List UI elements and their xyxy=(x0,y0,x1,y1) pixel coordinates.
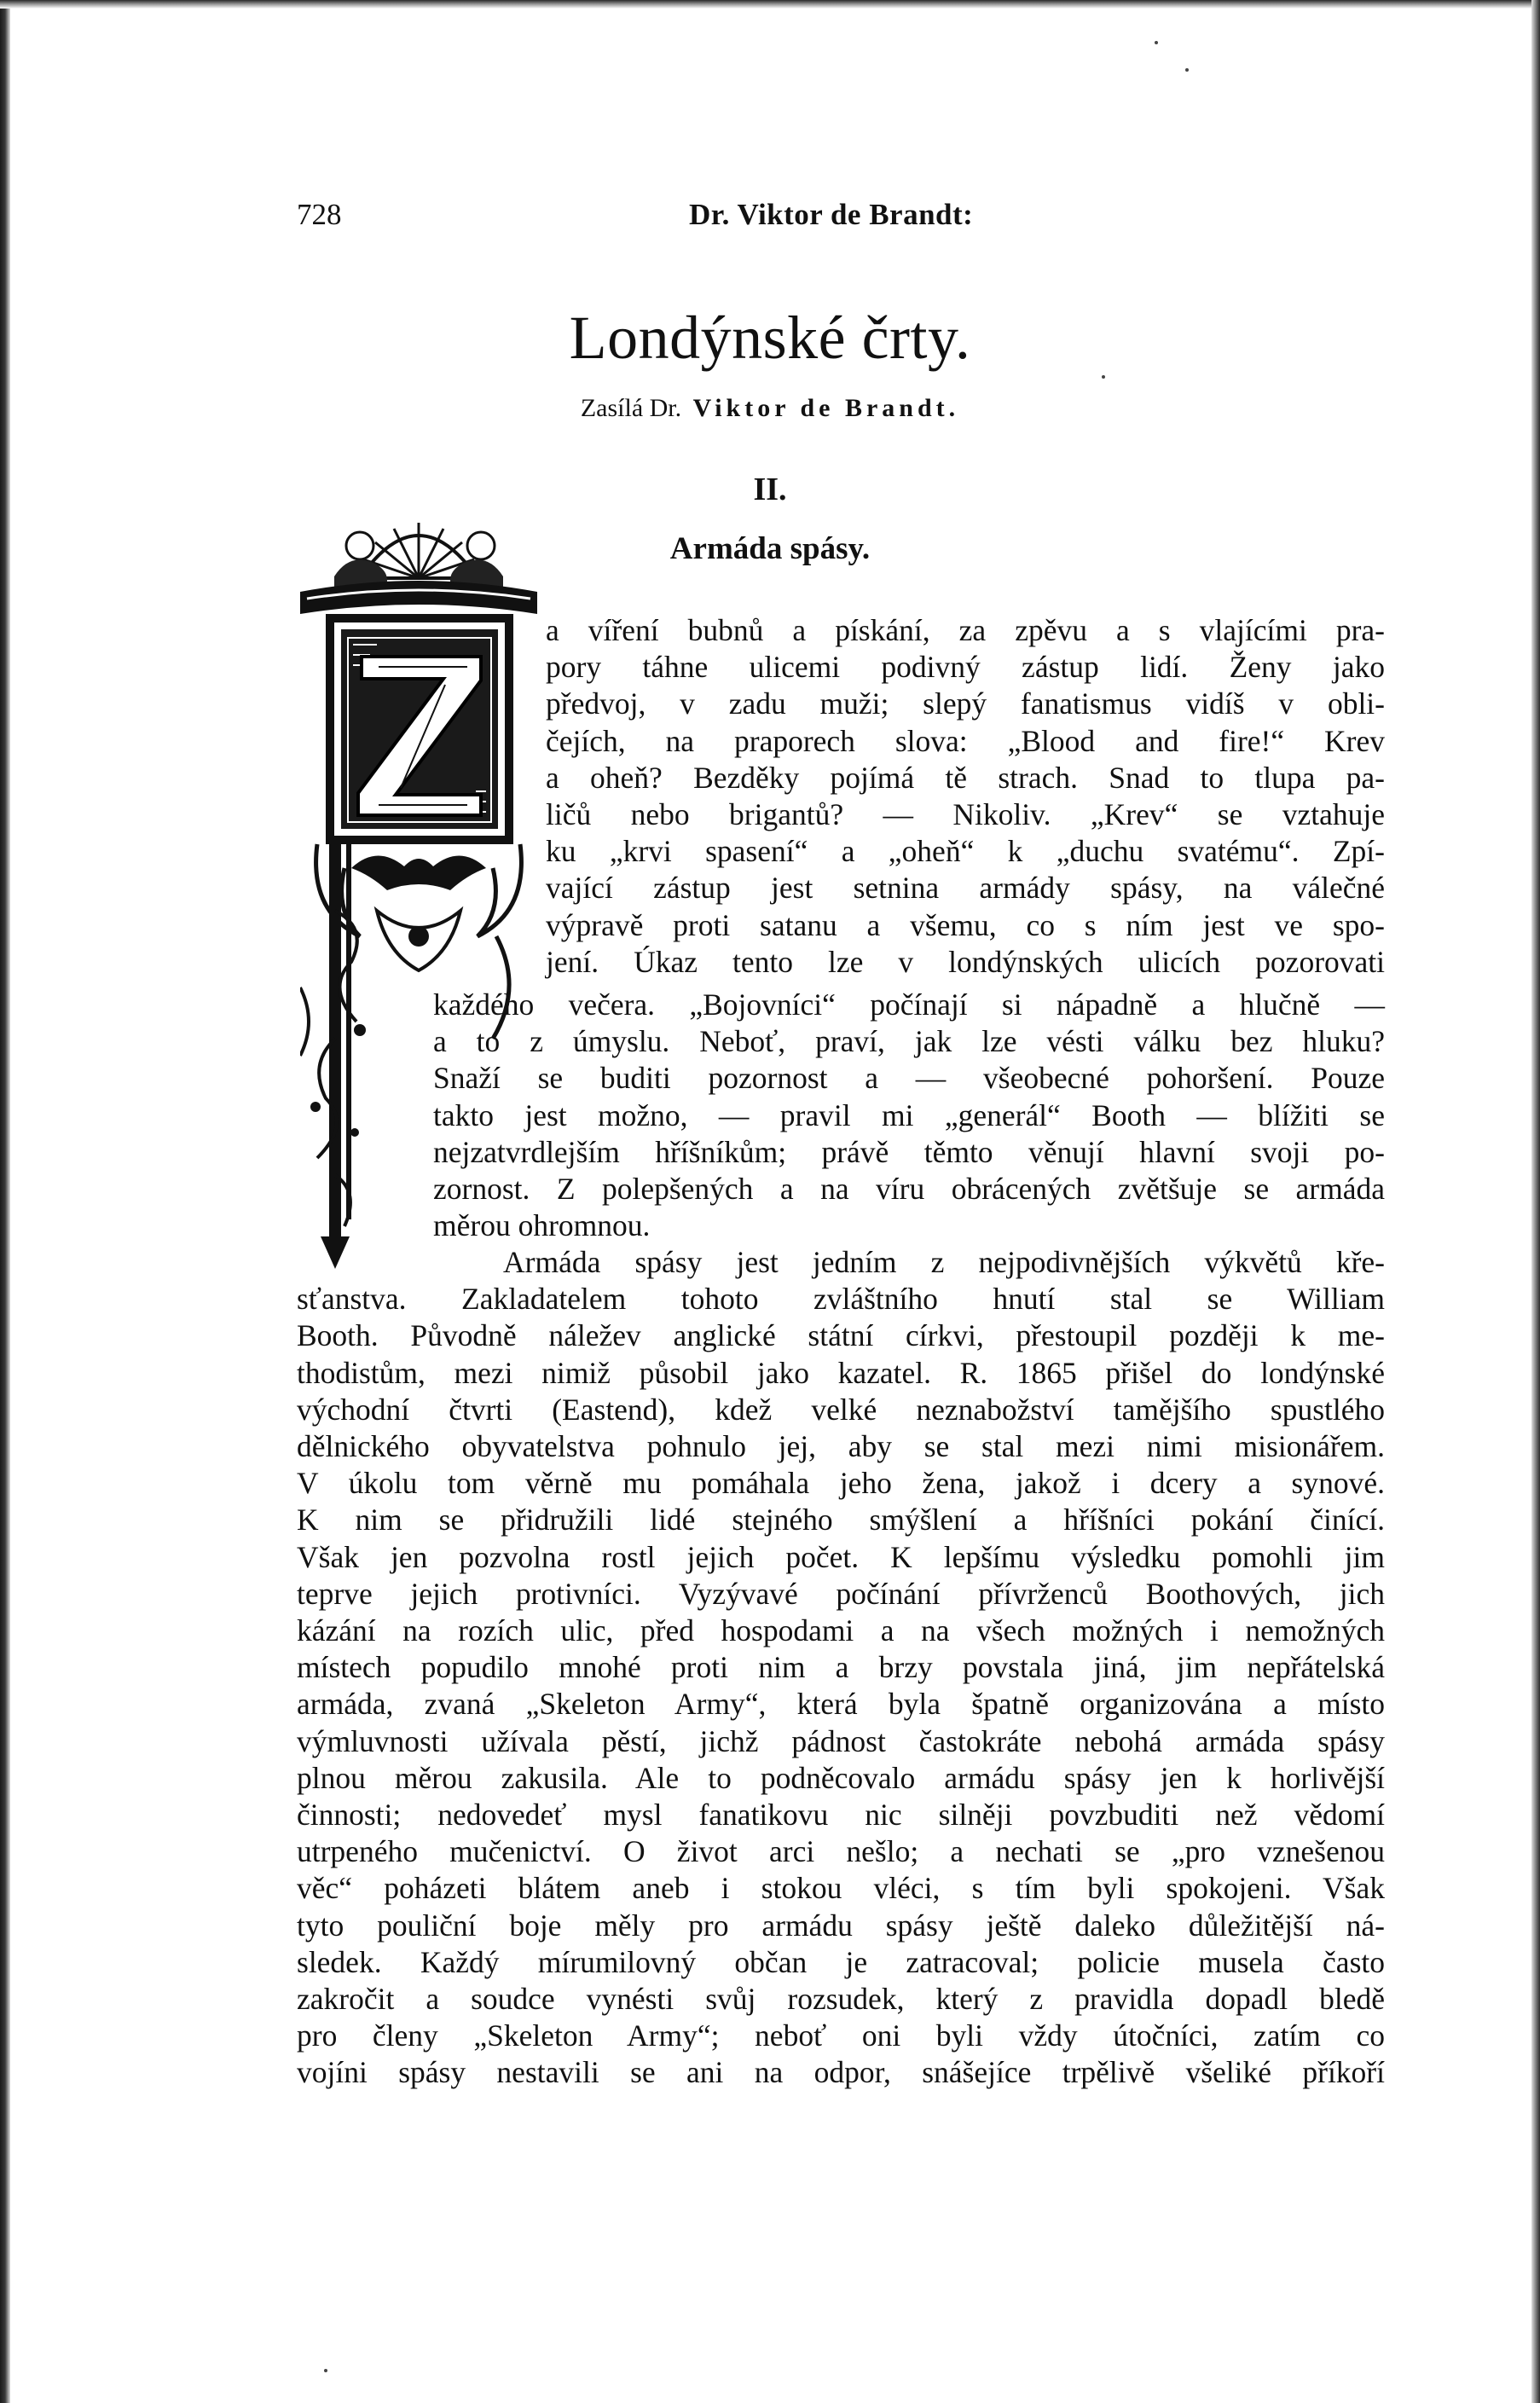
byline-author: Viktor de Brandt. xyxy=(692,394,960,422)
text-line: teprve jejich protivníci. Vyzývavé počínání přívrženců Boothových, jich xyxy=(297,1576,1385,1611)
text-line: utrpeného mučenictví. O život arci nešlo; a nechati se „pro vznešenou xyxy=(297,1834,1385,1869)
print-speck xyxy=(324,2369,327,2372)
text-line: a víření bubnů a pískání, za zpěvu a s vlajícími pra- xyxy=(546,613,1385,647)
text-line: a to z úmyslu. Neboť, praví, jak lze vésti válku bez hluku? xyxy=(433,1024,1385,1059)
paragraph-first-line: Armáda spásy jest jedním z nejpodivnějších výkvětů kře- xyxy=(503,1245,1385,1279)
page-edge-top xyxy=(0,0,1540,9)
body-text-beside-column xyxy=(433,987,1385,1244)
text-line: takto jest možno, — pravil mi „generál“ Booth — blížiti se xyxy=(433,1097,1385,1132)
text-line: zornost. Z polepšených a na víru obrácených zvětšuje se armáda xyxy=(433,1172,1385,1207)
text-line: místech popudilo mnohé proti nim a brzy povstala jiná, jim nepřátelská xyxy=(297,1650,1385,1685)
body-text-wrapped xyxy=(546,612,1385,981)
text-line: Booth. Původně náležev anglické státní církvi, přestoupil později k me- xyxy=(297,1318,1385,1353)
section-title: Armáda spásy. xyxy=(669,531,871,566)
byline xyxy=(0,394,1540,423)
text-line: vojíni spásy nestavili se ani na odpor, snášejíce trpělivě všeliké příkoří xyxy=(297,2055,1385,2090)
text-line: Však jen pozvolna rostl jejich počet. K lepšímu výsledku pomohli jim xyxy=(297,1539,1385,1574)
body-text-full-width xyxy=(297,1244,1385,2092)
text-line: výmluvnosti užívala pěstí, jichž pádnost častokráte nebohá armáda spásy xyxy=(297,1723,1385,1758)
print-speck xyxy=(1155,41,1158,44)
text-line: tyto pouliční boje měly pro armádu spásy ještě daleko důležitější ná- xyxy=(297,1908,1385,1943)
text-line: činnosti; nedovedeť mysl fanatikovu nic silněji povzbuditi než vědomí xyxy=(297,1798,1385,1833)
text-line: východní čtvrti (Eastend), kdež velké neznabožství tamějšího spustlého xyxy=(297,1392,1385,1427)
text-line: zakročit a soudce vynésti svůj rozsudek, který z pravidla dopadl bledě xyxy=(297,1982,1385,2017)
text-line: předvoj, v zadu muži; slepý fanatismus vidíš v obli- xyxy=(546,686,1385,721)
running-head xyxy=(297,198,1385,239)
initial-column-ornament xyxy=(300,844,366,1269)
text-line: měrou ohromnou. xyxy=(433,1208,651,1243)
text-line: V úkolu tom věrně mu pomáhala jeho žena, jakož i dcery a synové. xyxy=(297,1466,1385,1501)
text-line: dělnického obyvatelstva pohnulo jej, aby se stal mezi nimi misionářem. xyxy=(297,1429,1385,1464)
text-line: thodistům, mezi nimiž působil jako kazatel. R. 1865 přišel do londýnské xyxy=(297,1355,1385,1390)
text-line: čejích, na praporech slova: „Blood and fire!“ Krev xyxy=(546,723,1385,758)
text-line: sťanstva. Zakladatelem tohoto zvláštního hnutí stal se William xyxy=(297,1282,1385,1317)
text-line: vající zástup jest setnina armády spásy, na válečné xyxy=(546,871,1385,906)
text-line: pro členy „Skeleton Army“; neboť oni byli vždy útočníci, zatím co xyxy=(297,2018,1385,2053)
initial-crown-ornament xyxy=(300,523,537,614)
text-line: jení. Úkaz tento lze v londýnských ulicích pozorovati xyxy=(546,944,1385,979)
text-line: každého večera. „Bojovníci“ počínají si nápadně a hlučně — xyxy=(433,987,1385,1022)
text-line: a oheň? Bezděky pojímá tě strach. Snad to tlupa pa- xyxy=(546,760,1385,795)
text-line: věc“ poházeti blátem aneb i stokou vléci, s tím byli spokojeni. Však xyxy=(297,1871,1385,1906)
text-line: armáda, zvaná „Skeleton Army“, která byla špatně organizována a místo xyxy=(297,1687,1385,1722)
text-line: ličů nebo brigantů? — Nikoliv. „Krev“ se vztahuje xyxy=(546,797,1385,832)
print-speck xyxy=(1185,68,1189,72)
text-line: plnou měrou zakusila. Ale to podněcovalo armádu spásy jen k horlivější xyxy=(297,1760,1385,1795)
article-title: Londýnské črty. xyxy=(569,304,971,372)
text-line: K nim se přidružili lidé stejného smýšlení a hříšníci pokání činící. xyxy=(297,1503,1385,1537)
print-speck xyxy=(1102,375,1105,379)
byline-prefix: Zasílá Dr. xyxy=(580,394,682,422)
initial-frame xyxy=(326,614,513,844)
text-line: nejzatvrdlejším hříšníkům; právě těmto věnují hlavní svoji po- xyxy=(433,1134,1385,1169)
running-title: Dr. Viktor de Brandt: xyxy=(689,198,974,231)
text-line: pory táhne ulicemi podivný zástup lidí. Ženy jako xyxy=(546,650,1385,685)
text-line: kázání na rozích ulic, před hospodami a na všech možných i nemožných xyxy=(297,1613,1385,1648)
text-line: Snaží se buditi pozornost a — všeobecné pohoršení. Pouze xyxy=(433,1061,1385,1096)
page-number: 728 xyxy=(297,198,342,231)
text-line: ku „krvi spasení“ a „oheň“ k „duchu svatému“. Zpí- xyxy=(546,834,1385,869)
section-number: II. xyxy=(753,472,787,507)
text-line: sledek. Každý mírumilovný občan je zatracoval; policie musela často xyxy=(297,1944,1385,1979)
text-line: výpravě proti satanu a všemu, co s ním jest ve spo- xyxy=(546,907,1385,942)
